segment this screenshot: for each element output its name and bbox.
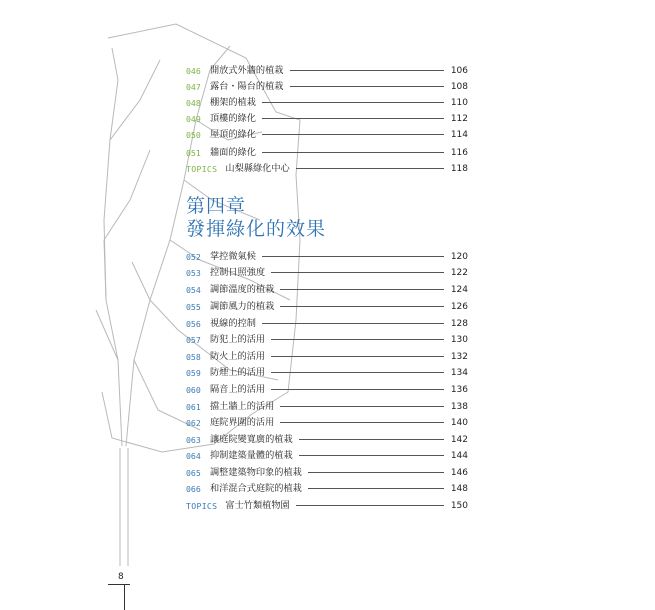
entry-page: 136 xyxy=(450,385,468,395)
entry-page: 126 xyxy=(450,302,468,312)
dot-leader xyxy=(271,272,444,273)
entry-title: 讓庭院變寬廣的植栽 xyxy=(210,434,293,445)
toc-entry[interactable] xyxy=(186,128,468,142)
entry-page: 148 xyxy=(450,484,468,494)
entry-title: 掌控微氣候 xyxy=(210,251,256,262)
dot-leader xyxy=(308,472,444,473)
entry-number: 055 xyxy=(186,302,201,312)
toc-entry[interactable] xyxy=(186,80,468,94)
entry-page: 110 xyxy=(450,98,468,108)
entry-number: 058 xyxy=(186,352,201,362)
toc-entry[interactable] xyxy=(186,416,468,430)
entry-page: 142 xyxy=(450,435,468,445)
entry-page: 146 xyxy=(450,468,468,478)
entry-title: 防犯上的活用 xyxy=(210,334,266,345)
entry-number: 051 xyxy=(186,148,201,158)
dot-leader xyxy=(290,70,445,71)
entry-number: 057 xyxy=(186,335,201,345)
entry-title: 露台・陽台的植栽 xyxy=(210,81,284,92)
entry-number: 059 xyxy=(186,368,201,378)
entry-title: 抑制建築量體的植栽 xyxy=(210,450,293,461)
entry-page: 122 xyxy=(450,268,468,278)
dot-leader xyxy=(290,86,445,87)
entry-page: 134 xyxy=(450,368,468,378)
entry-number: 050 xyxy=(186,130,201,140)
entry-number: 064 xyxy=(186,451,201,461)
dot-leader xyxy=(280,422,444,423)
toc-entry[interactable] xyxy=(186,449,468,463)
toc-entry[interactable] xyxy=(186,283,468,297)
entry-number: 063 xyxy=(186,435,201,445)
entry-page: 138 xyxy=(450,402,468,412)
toc-topics-entry[interactable] xyxy=(186,499,468,513)
toc-entry[interactable] xyxy=(186,64,468,78)
dot-leader xyxy=(280,406,444,407)
toc-entry[interactable] xyxy=(186,96,468,110)
entry-number: 066 xyxy=(186,484,201,494)
entry-title: 和洋混合式庭院的植栽 xyxy=(210,483,302,494)
entry-number: 060 xyxy=(186,385,201,395)
entry-number: 047 xyxy=(186,82,201,92)
dot-leader xyxy=(280,289,444,290)
dot-leader xyxy=(271,356,444,357)
dot-leader xyxy=(296,505,444,506)
entry-page: 144 xyxy=(450,451,468,461)
page-number: 8 xyxy=(118,572,124,582)
entry-title: 富士竹類植物園 xyxy=(225,500,290,511)
toc-topics-entry[interactable] xyxy=(186,162,468,176)
entry-number: 052 xyxy=(186,252,201,262)
entry-title: 防煙上的活用 xyxy=(210,367,266,378)
toc-entry[interactable] xyxy=(186,300,468,314)
dot-leader xyxy=(262,152,444,153)
dot-leader xyxy=(271,389,444,390)
chapter-number: 第四章 xyxy=(186,195,247,217)
topics-label: TOPICS xyxy=(186,164,218,174)
entry-number: 061 xyxy=(186,402,201,412)
entry-page: 118 xyxy=(450,164,468,174)
toc-entry[interactable] xyxy=(186,112,468,126)
chapter-title: 發揮綠化的效果 xyxy=(186,218,327,240)
dot-leader xyxy=(262,256,444,257)
entry-title: 調整建築物印象的植栽 xyxy=(210,467,302,478)
dot-leader xyxy=(262,118,444,119)
entry-number: 065 xyxy=(186,468,201,478)
dot-leader xyxy=(280,306,444,307)
entry-title: 庭院界圍的活用 xyxy=(210,417,275,428)
toc-entry[interactable] xyxy=(186,146,468,160)
dot-leader xyxy=(299,455,444,456)
entry-title: 牆面的綠化 xyxy=(210,147,256,158)
page-tick xyxy=(124,584,125,610)
toc-entry[interactable] xyxy=(186,466,468,480)
dot-leader xyxy=(271,372,444,373)
toc-entry[interactable] xyxy=(186,266,468,280)
entry-title: 調節風力的植栽 xyxy=(210,301,275,312)
entry-title: 隔音上的活用 xyxy=(210,384,266,395)
dot-leader xyxy=(271,339,444,340)
entry-number: 048 xyxy=(186,98,201,108)
toc-entry[interactable] xyxy=(186,317,468,331)
entry-title: 開放式外牆的植栽 xyxy=(210,65,284,76)
dot-leader xyxy=(296,168,444,169)
entry-title: 屋頂的綠化 xyxy=(210,129,256,140)
toc-entry[interactable] xyxy=(186,250,468,264)
entry-page: 130 xyxy=(450,335,468,345)
entry-number: 049 xyxy=(186,114,201,124)
entry-page: 140 xyxy=(450,418,468,428)
entry-number: 056 xyxy=(186,319,201,329)
entry-page: 132 xyxy=(450,352,468,362)
entry-page: 114 xyxy=(450,130,468,140)
entry-page: 112 xyxy=(450,114,468,124)
page-rule xyxy=(108,584,130,585)
entry-title: 山梨縣綠化中心 xyxy=(225,163,290,174)
entry-page: 116 xyxy=(450,148,468,158)
entry-number: 046 xyxy=(186,66,201,76)
entry-page: 124 xyxy=(450,285,468,295)
toc-entry[interactable] xyxy=(186,383,468,397)
entry-page: 150 xyxy=(450,501,468,511)
entry-number: 053 xyxy=(186,268,201,278)
topics-label: TOPICS xyxy=(186,501,218,511)
entry-page: 128 xyxy=(450,319,468,329)
entry-title: 視線的控制 xyxy=(210,318,256,329)
dot-leader xyxy=(299,439,444,440)
chapter-heading xyxy=(186,195,326,241)
toc-entry[interactable] xyxy=(186,400,468,414)
entry-title: 調節溫度的植栽 xyxy=(210,284,275,295)
entry-page: 108 xyxy=(450,82,468,92)
entry-title: 頂樓的綠化 xyxy=(210,113,256,124)
toc-entry[interactable] xyxy=(186,350,468,364)
entry-title: 防火上的活用 xyxy=(210,351,266,362)
entry-page: 106 xyxy=(450,66,468,76)
dot-leader xyxy=(262,102,444,103)
entry-number: 054 xyxy=(186,285,201,295)
dot-leader xyxy=(262,323,444,324)
dot-leader xyxy=(308,488,444,489)
entry-number: 062 xyxy=(186,418,201,428)
entry-page: 120 xyxy=(450,252,468,262)
entry-title: 控制日照強度 xyxy=(210,267,266,278)
toc-entry[interactable] xyxy=(186,366,468,380)
entry-title: 棚架的植栽 xyxy=(210,97,256,108)
toc-entry[interactable] xyxy=(186,433,468,447)
dot-leader xyxy=(262,134,444,135)
toc-entry[interactable] xyxy=(186,333,468,347)
entry-title: 擋土牆上的活用 xyxy=(210,401,275,412)
toc-entry[interactable] xyxy=(186,482,468,496)
